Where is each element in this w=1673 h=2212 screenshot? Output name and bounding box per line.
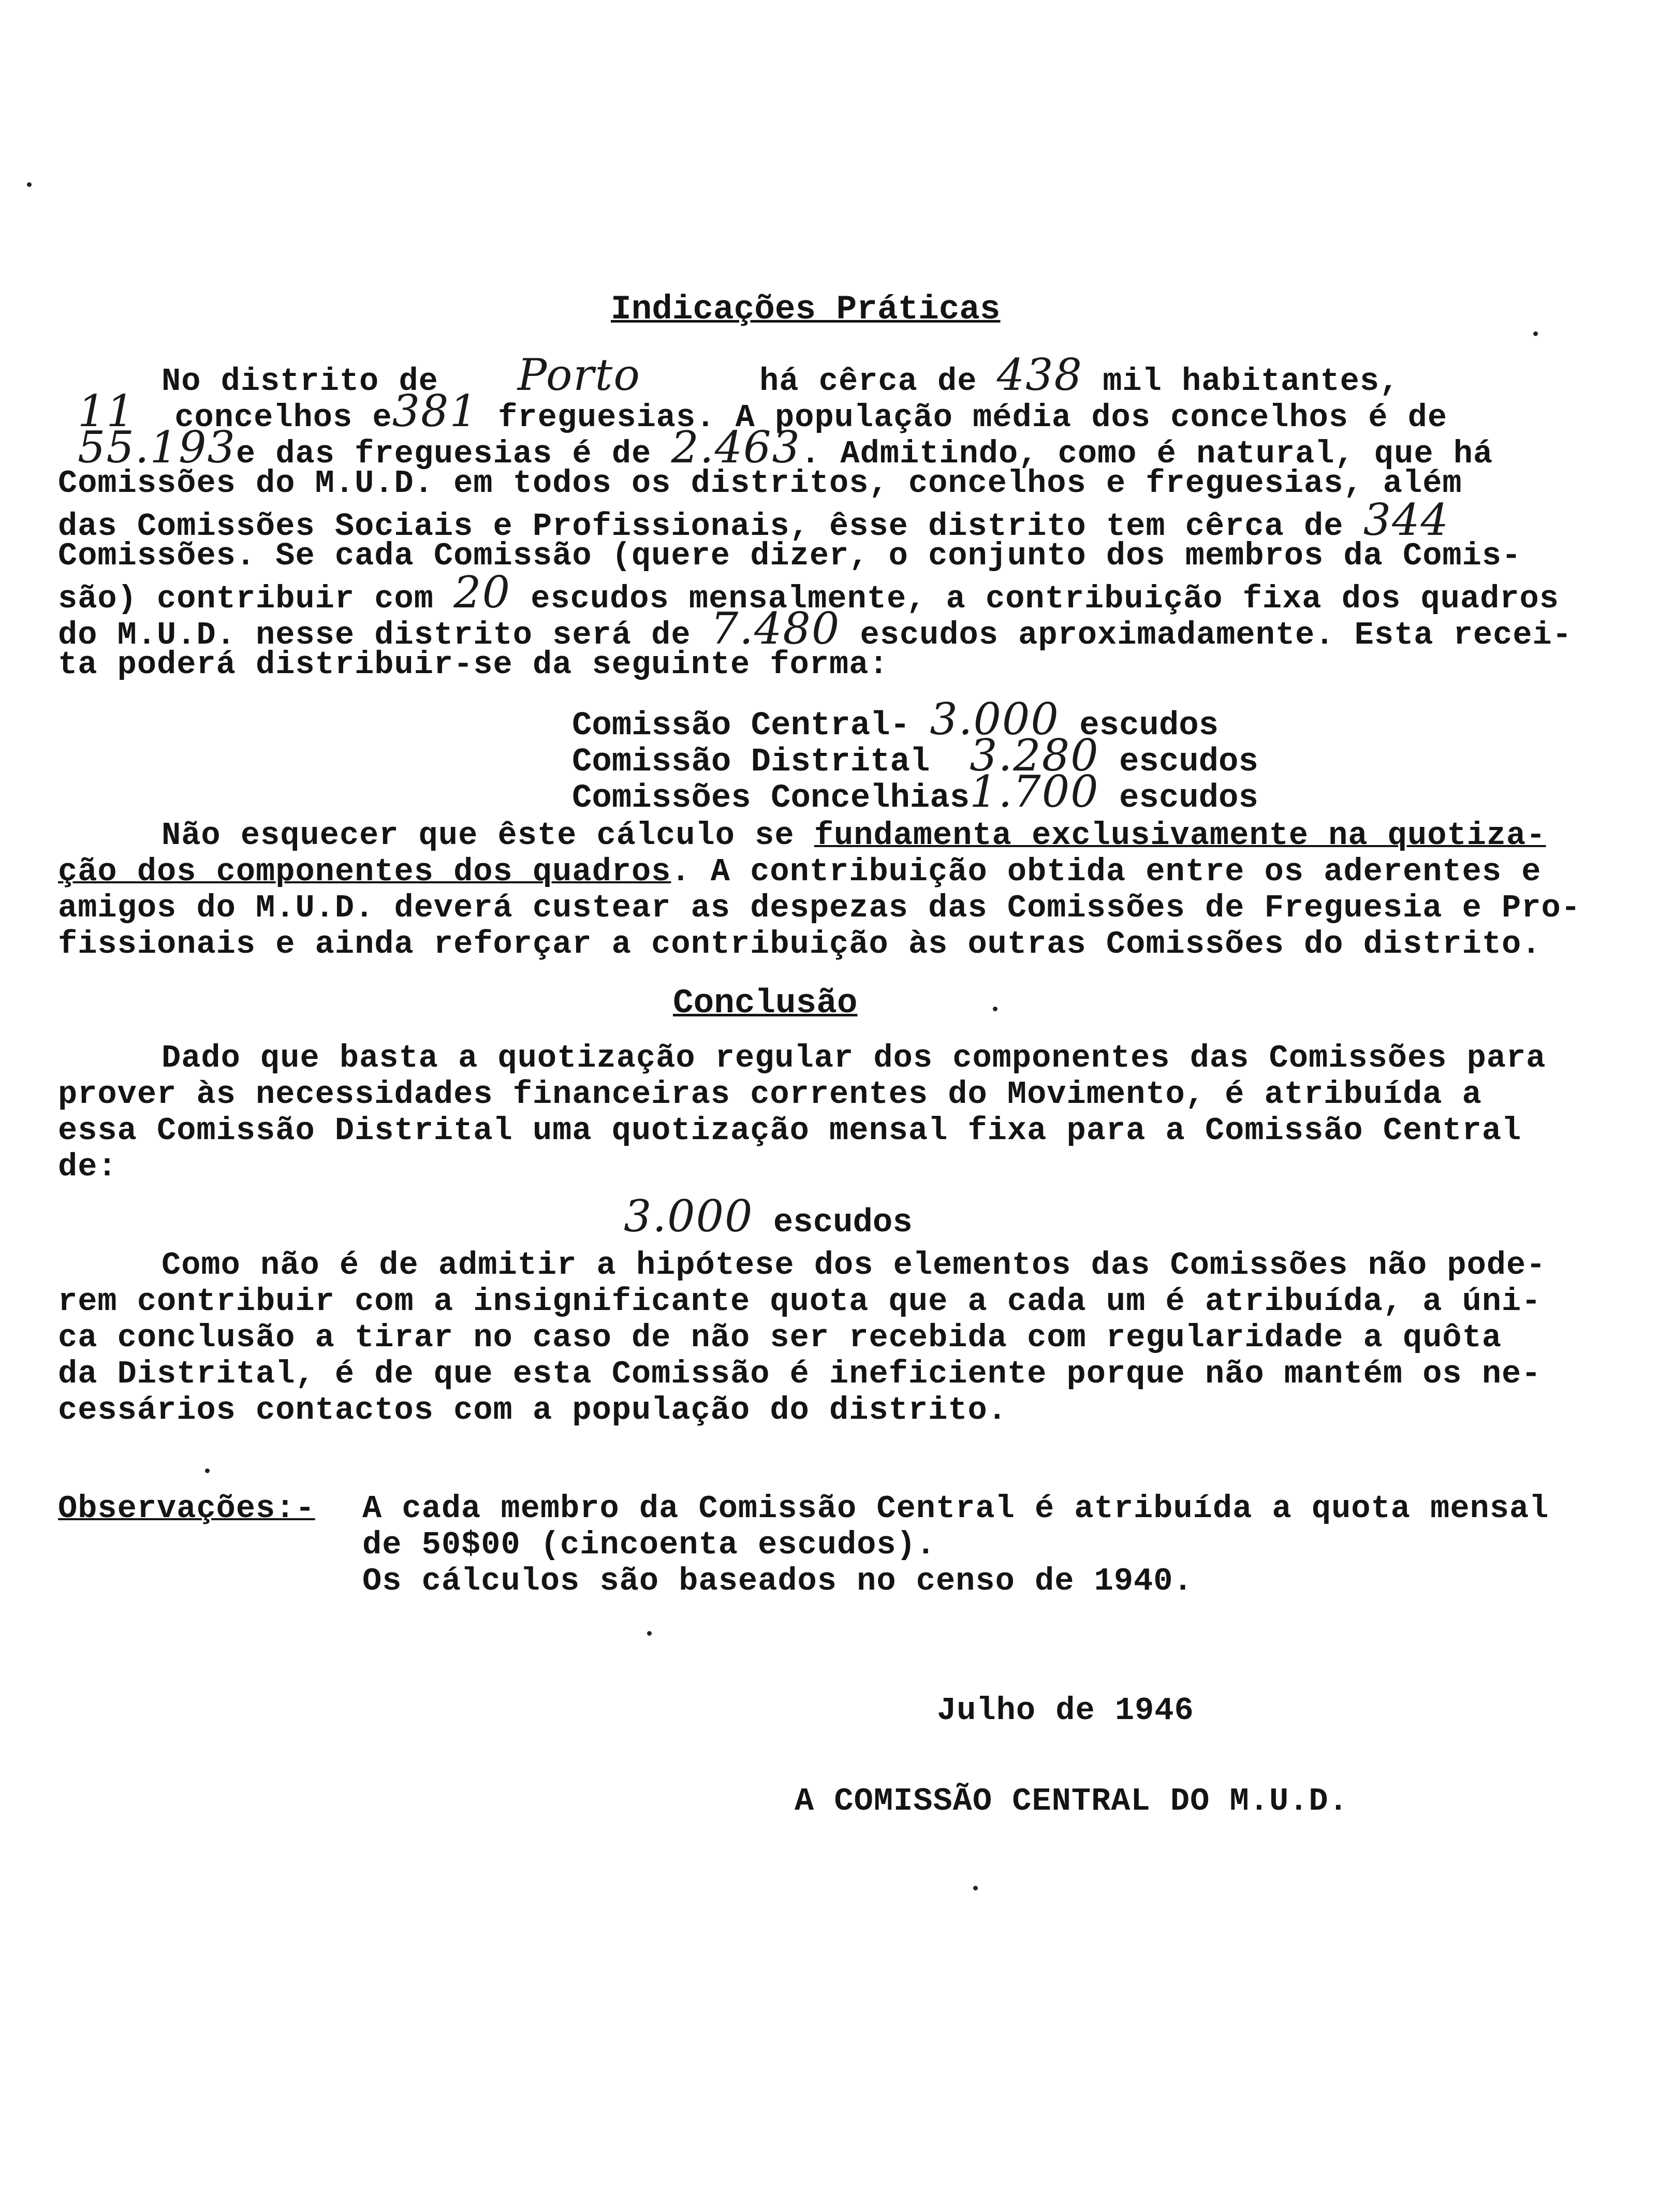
para3-line-1: Dado que basta a quotização regular dos componentes das Comissões para xyxy=(162,1040,1546,1076)
para1-line-1 xyxy=(162,350,1400,400)
text: do M.U.D. nesse distrito será de xyxy=(58,617,691,653)
handwritten-amount: 3.000 xyxy=(624,1191,754,1242)
para4-line-3: ca conclusão a tirar no caso de não ser recebida com regularidade a quôta xyxy=(58,1319,1502,1356)
para3-line-4: de: xyxy=(58,1148,118,1185)
handwritten-comissoes: 344 xyxy=(1363,494,1449,545)
scan-speck xyxy=(27,182,32,187)
underlined-text: fundamenta exclusivamente na quotiza- xyxy=(814,817,1546,854)
amount-unit: escudos xyxy=(773,1204,913,1242)
text: Não esquecer que êste cálculo se xyxy=(162,817,814,854)
distribution-label: Comissão Distrital xyxy=(572,744,930,781)
handwritten-thousands: 438 xyxy=(996,350,1083,400)
handwritten-total: 7.480 xyxy=(710,603,841,654)
scan-speck xyxy=(205,1468,210,1473)
para3-line-2: prover às necessidades financeiras correntes do Movimento, é atribuída a xyxy=(58,1076,1482,1113)
para3-line-3: essa Comissão Distrital uma quotização mensal fixa para a Comissão Central xyxy=(58,1112,1522,1149)
distribution-label: Comissão Central xyxy=(572,707,890,745)
text: são) contribuir com xyxy=(58,580,434,617)
text: das Comissões Sociais e Profissionais, êsse distrito tem cêrca de xyxy=(58,508,1344,545)
handwritten-value: 3.000 xyxy=(930,694,1060,745)
para4-line-1: Como não é de admitir a hipótese dos elementos das Comissões não pode- xyxy=(162,1247,1546,1284)
text: e das freguesias é de xyxy=(236,435,652,472)
handwritten-district: Porto xyxy=(517,350,641,400)
distribution-unit: escudos xyxy=(1119,744,1258,781)
scan-speck xyxy=(1533,331,1538,336)
handwritten-freguesias: 381 xyxy=(392,386,478,436)
scan-speck xyxy=(973,1886,978,1890)
text: escudos aproximadamente. Esta recei- xyxy=(860,617,1572,653)
para4-line-2: rem contribuir com a insignificante quota que a cada um é atribuída, a úni- xyxy=(58,1283,1542,1320)
page-title: Indicações Práticas xyxy=(611,290,1001,329)
handwritten-contrib: 20 xyxy=(453,567,511,618)
observations-label xyxy=(58,1491,315,1526)
text: No distrito de xyxy=(162,363,438,400)
handwritten-media-freguesias: 2.463 xyxy=(671,422,801,473)
observations-line-2: de 50$00 (cincoenta escudos). xyxy=(362,1526,936,1563)
distribution-unit: escudos xyxy=(1119,780,1258,817)
observations-line-1: A cada membro da Comissão Central é atribuída a quota mensal xyxy=(362,1490,1549,1527)
document-date: Julho de 1946 xyxy=(937,1692,1194,1729)
para2-line-3: amigos do M.U.D. deverá custear as despezas das Comissões de Freguesia e Pro- xyxy=(58,890,1581,926)
para2-line-2 xyxy=(58,854,1541,890)
observations-line-3: Os cálculos são baseados no censo de 1940. xyxy=(362,1563,1193,1599)
para1-line-6: Comissões. Se cada Comissão (quere dizer, o conjunto dos membros da Comis- xyxy=(58,537,1522,574)
scan-speck xyxy=(647,1631,652,1636)
para2-line-1 xyxy=(162,818,1546,853)
para2-line-4: fissionais e ainda reforçar a contribuição às outras Comissões do distrito. xyxy=(58,926,1542,963)
handwritten-concelhos: 11 xyxy=(78,386,135,436)
distribution-label: Comissões Concelhias xyxy=(572,780,970,817)
conclusion-heading: Conclusão xyxy=(673,984,858,1023)
handwritten-media-concelhos: 55.193 xyxy=(78,422,236,473)
distribution-item: Comissão Central- 3.000 escudos xyxy=(572,694,1219,745)
text: freguesias. A população média dos concelhos é de xyxy=(498,399,1448,436)
text: . Admitindo, como é natural, que há xyxy=(800,435,1493,472)
text: escudos mensalmente, a contribuição fixa dos quadros xyxy=(531,580,1559,617)
text: . A contribuição obtida entre os aderentes e xyxy=(671,853,1542,890)
observations-label-text: Observações:- xyxy=(58,1490,315,1527)
para4-line-4: da Distrital, é de que esta Comissão é ineficiente porque não mantém os ne- xyxy=(58,1356,1542,1392)
underlined-text: ção dos componentes dos quadros xyxy=(58,853,671,890)
text: concelhos e xyxy=(174,399,392,436)
para1-line-9: ta poderá distribuir-se da seguinte forma: xyxy=(58,646,889,683)
distribution-unit: escudos xyxy=(1079,707,1219,745)
handwritten-value: 3.280 xyxy=(970,730,1099,781)
signature-line: A COMISSÃO CENTRAL DO M.U.D. xyxy=(795,1783,1348,1820)
para1-line-4: Comissões do M.U.D. em todos os distritos, concelhos e freguesias, além xyxy=(58,465,1462,502)
quota-amount xyxy=(624,1191,913,1242)
text: mil habitantes, xyxy=(1103,363,1400,400)
para4-line-5: cessários contactos com a população do distrito. xyxy=(58,1392,1007,1429)
handwritten-value: 1.700 xyxy=(970,766,1099,817)
text: há cêrca de xyxy=(759,363,977,400)
scan-speck xyxy=(993,1007,997,1011)
distribution-item xyxy=(572,766,1258,817)
